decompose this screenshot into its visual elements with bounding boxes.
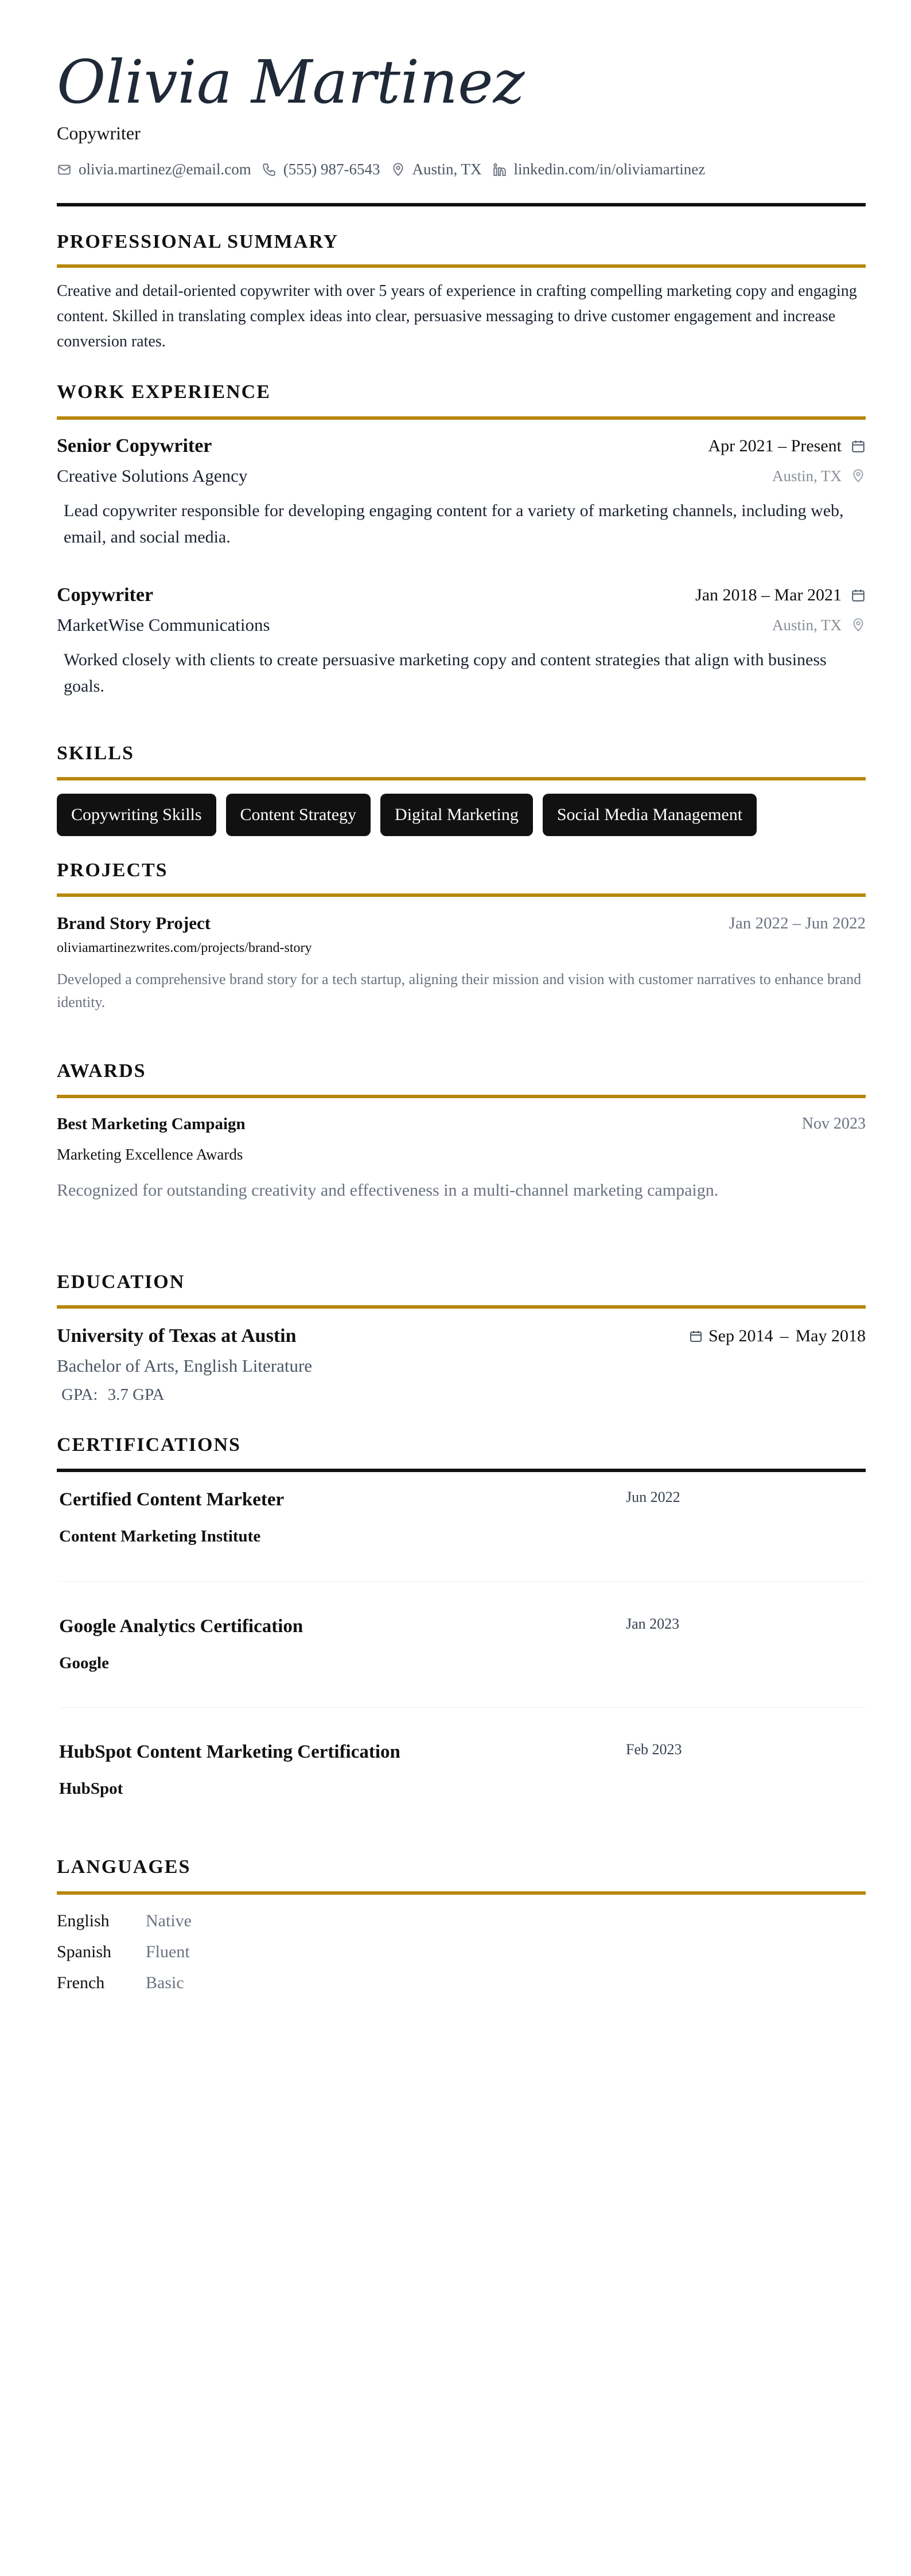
certification-name: HubSpot Content Marketing Certification: [59, 1742, 400, 1762]
language-name: French: [57, 1973, 105, 1992]
certification-date: Jun 2022: [626, 1489, 680, 1505]
awards-heading: AWARDS: [57, 1060, 146, 1082]
education-divider: [57, 1305, 866, 1309]
job-dates-text: Apr 2021 – Present: [708, 436, 842, 455]
education-degree: Bachelor of Arts, English Literature: [57, 1356, 313, 1376]
job-location-text: Austin, TX: [772, 467, 842, 485]
summary-heading: PROFESSIONAL SUMMARY: [57, 231, 339, 252]
linkedin-icon: [492, 162, 507, 177]
certification-issuer: HubSpot: [59, 1779, 123, 1798]
skill-chip: Digital Marketing: [380, 794, 533, 836]
map-pin-icon: [851, 469, 866, 483]
contact-phone[interactable]: [262, 161, 380, 178]
job-dates: [695, 583, 866, 608]
skills-list: [57, 794, 766, 836]
job-location: [772, 463, 866, 489]
language-name: Spanish: [57, 1942, 112, 1961]
education-dates: [689, 1324, 866, 1349]
language-row: [57, 1939, 401, 1965]
job-company: MarketWise Communications: [57, 615, 270, 635]
language-level: Fluent: [146, 1942, 190, 1961]
location-text: Austin, TX: [412, 161, 482, 178]
certifications-divider: [57, 1469, 866, 1472]
summary-text: Creative and detail-oriented copywriter with over 5 years of experience in crafting compelling marketing copy and engaging content. Skilled in translating complex ideas into clear, persuasive messaging to drive customer engagement and increase conversion rates.: [57, 282, 857, 350]
award-description: Recognized for outstanding creativity and effectiveness in a multi-channel marketing campaign.: [57, 1181, 719, 1200]
job-description: Worked closely with clients to create persuasive marketing copy and content strategies that align with business goals.: [64, 650, 827, 696]
skills-divider: [57, 777, 866, 780]
projects-divider: [57, 893, 866, 897]
language-level: Native: [146, 1911, 192, 1930]
award-title: Best Marketing Campaign: [57, 1115, 246, 1133]
award-header: [57, 1113, 866, 1138]
job-location: [772, 612, 866, 638]
linkedin-text: linkedin.com/in/oliviamartinez: [513, 161, 706, 178]
contact-location: [391, 161, 482, 178]
job-title: Senior Copywriter: [57, 435, 212, 456]
candidate-name: Olivia Martinez: [57, 47, 525, 117]
header-divider: [57, 203, 866, 206]
languages-divider: [57, 1891, 866, 1895]
certification-date: Feb 2023: [626, 1741, 682, 1758]
skill-chip: Content Strategy: [226, 794, 371, 836]
education-gpa: [61, 1382, 165, 1407]
certification-separator: [59, 1581, 866, 1582]
skill-chip: Social Media Management: [543, 794, 757, 836]
award-date: Nov 2023: [801, 1115, 866, 1133]
project-title: Brand Story Project: [57, 913, 211, 933]
gpa-label: GPA:: [61, 1385, 98, 1404]
job-company-row: [57, 463, 866, 489]
project-header: [57, 912, 866, 937]
calendar-icon: [851, 588, 866, 603]
job-header: [57, 434, 866, 459]
experience-heading: WORK EXPERIENCE: [57, 381, 271, 403]
skill-chip: Copywriting Skills: [57, 794, 216, 836]
job-company: Creative Solutions Agency: [57, 466, 248, 486]
map-pin-icon: [391, 162, 406, 177]
job-header: [57, 583, 866, 608]
map-pin-icon: [851, 618, 866, 633]
certification-name: Certified Content Marketer: [59, 1489, 285, 1510]
certification-issuer: Content Marketing Institute: [59, 1527, 261, 1545]
gpa-value: 3.7 GPA: [107, 1385, 165, 1404]
certification-date: Jan 2023: [626, 1615, 680, 1632]
calendar-icon: [851, 439, 866, 454]
job-dates: [708, 434, 866, 459]
candidate-role: Copywriter: [57, 123, 141, 143]
certification-separator: [59, 1707, 866, 1708]
education-header: [57, 1324, 866, 1349]
language-row: [57, 1908, 401, 1934]
award-organization: Marketing Excellence Awards: [57, 1146, 243, 1163]
project-dates: Jan 2022 – Jun 2022: [729, 914, 866, 932]
job-location-text: Austin, TX: [772, 616, 842, 634]
language-level: Basic: [146, 1973, 184, 1992]
job-description: Lead copywriter responsible for developing engaging content for a variety of marketing channels, including web, email, and social media.: [64, 501, 844, 547]
phone-text: (555) 987-6543: [283, 161, 380, 178]
language-row: [57, 1970, 401, 1996]
job-dates-text: Jan 2018 – Mar 2021: [695, 586, 842, 604]
mail-icon: [57, 162, 72, 177]
project-link[interactable]: oliviamartinezwrites.com/projects/brand-story: [57, 940, 312, 955]
education-start: Sep 2014: [708, 1326, 773, 1345]
contact-linkedin[interactable]: [492, 161, 706, 178]
education-heading: EDUCATION: [57, 1271, 185, 1293]
summary-divider: [57, 264, 866, 268]
project-description: Developed a comprehensive brand story for a tech startup, aligning their mission and vision with customer narratives to enhance brand identity.: [57, 971, 862, 1010]
calendar-icon: [689, 1329, 703, 1343]
contact-email[interactable]: [57, 161, 251, 178]
skills-heading: SKILLS: [57, 743, 134, 764]
experience-divider: [57, 416, 866, 420]
certification-name: Google Analytics Certification: [59, 1616, 303, 1637]
projects-heading: PROJECTS: [57, 860, 168, 881]
education-school: University of Texas at Austin: [57, 1325, 297, 1346]
email-text: olivia.martinez@email.com: [79, 161, 251, 178]
languages-heading: LANGUAGES: [57, 1856, 191, 1878]
awards-divider: [57, 1095, 866, 1098]
certifications-heading: CERTIFICATIONS: [57, 1434, 241, 1455]
education-date-separator: –: [780, 1326, 789, 1345]
contact-row: [57, 161, 715, 178]
job-title: Copywriter: [57, 584, 154, 606]
phone-icon: [262, 162, 277, 177]
language-name: English: [57, 1911, 110, 1930]
certification-issuer: Google: [59, 1654, 109, 1672]
job-company-row: [57, 612, 866, 638]
education-end: May 2018: [795, 1326, 866, 1345]
